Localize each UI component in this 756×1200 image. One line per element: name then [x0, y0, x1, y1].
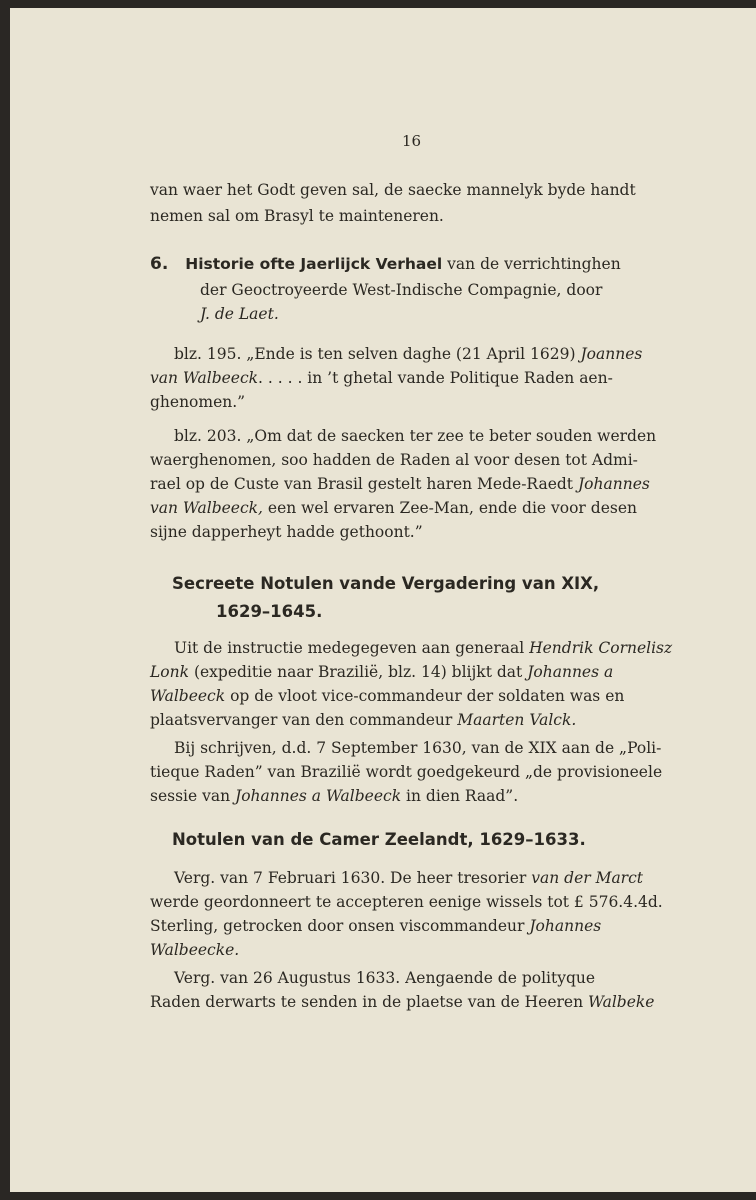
- uit-name-3: Walbeeck: [150, 687, 226, 705]
- uit-name-4: Maarten Valck.: [457, 711, 577, 729]
- p195-name: Joannes: [580, 345, 643, 363]
- uit-line-3: [150, 686, 624, 706]
- p203-line-4: [150, 498, 637, 518]
- verg2-line-2: [150, 992, 654, 1012]
- uit-text-3: op de vloot vice-commandeur der soldaten was en: [230, 687, 625, 705]
- p203-text-3: rael op de Custe van Brasil gestelt haren Mede-Raedt: [150, 475, 574, 493]
- section-number: 6.: [150, 254, 169, 274]
- p203-line-1: blz. 203. „Om dat de saecken ter zee te beter souden werden: [174, 427, 657, 445]
- intro-line-1: van waer het Godt geven sal, de saecke mannelyk byde handt: [150, 181, 636, 199]
- p203-line-2: waerghenomen, soo hadden de Raden al voor desen tot Admi-: [150, 451, 638, 469]
- verg1-text-1: Verg. van 7 Februari 1630. De heer tresorier: [174, 869, 527, 887]
- uit-name-2: Lonk: [150, 663, 189, 681]
- verg1-text-3: Sterling, getrocken door onsen viscommandeur: [150, 917, 525, 935]
- verg1-name-1: van der Marct: [531, 869, 644, 887]
- secreete-heading-2: 1629–1645.: [216, 602, 323, 621]
- intro-line-2: nemen sal om Brasyl te mainteneren.: [150, 207, 444, 225]
- zeelandt-heading: Notulen van de Camer Zeelandt, 1629–1633.: [172, 830, 586, 849]
- p195-line-2: [150, 368, 613, 388]
- uit-text-4: plaatsvervanger van den commandeur: [150, 711, 453, 729]
- p203-line-3: [150, 474, 650, 494]
- author: J. de Laet.: [200, 305, 279, 323]
- bij-line-2: tieque Raden” van Brazilië wordt goedgekeurd „de provisioneele: [150, 763, 663, 781]
- p203-line-5: sijne dapperheyt hadde gethoont.”: [150, 523, 423, 541]
- verg1-name-3: Johannes: [529, 917, 602, 935]
- verg2-line-1: Verg. van 26 Augustus 1633. Aengaende de polityque: [174, 969, 596, 987]
- p195-text-2: . . . . . in ’t ghetal vande Politique Raden aen-: [258, 369, 613, 387]
- p195-line-3: ghenomen.”: [150, 393, 246, 411]
- p195-text: blz. 195. „Ende is ten selven daghe (21 April 1629): [174, 345, 576, 363]
- p203-text-4: een wel ervaren Zee-Man, ende die voor desen: [267, 499, 637, 517]
- bij-name-3: Johannes a Walbeeck: [235, 787, 402, 805]
- uit-name-1: Hendrik Cornelisz: [529, 639, 673, 657]
- uit-line-4: [150, 710, 576, 730]
- page-number: 16: [402, 132, 422, 150]
- verg1-line-3: [150, 916, 601, 936]
- uit-line-1: [174, 638, 672, 658]
- verg1-line-1: [174, 868, 643, 888]
- p195-name-2: van Walbeeck: [150, 369, 259, 387]
- bij-line-3: [150, 786, 518, 806]
- section-6-line-2: der Geoctroyeerde West-Indische Compagnie, door: [200, 281, 603, 299]
- bij-text-3b: in dien Raad”.: [406, 787, 519, 805]
- p195-line-1: [174, 344, 642, 364]
- verg2-text-2: Raden derwarts te senden in de plaetse van de Heeren: [150, 993, 584, 1011]
- verg1-line-4: [150, 940, 239, 960]
- section-title: Historie ofte Jaerlijck Verhael: [185, 255, 443, 273]
- verg1-line-2: werde geordonneert te accepteren eenige wissels tot £ 576.4.4d.: [150, 893, 663, 911]
- uit-name-2b: Johannes a: [527, 663, 614, 681]
- uit-text-1: Uit de instructie medegegeven aan generaal: [174, 639, 525, 657]
- section-6-author-line: [200, 304, 279, 324]
- verg2-name-2: Walbeke: [588, 993, 655, 1011]
- p203-name-3: Johannes: [577, 475, 650, 493]
- verg1-name-4: Walbeecke.: [150, 941, 240, 959]
- secreete-heading-1: Secreete Notulen vande Vergadering van XIX,: [172, 574, 600, 593]
- bij-line-1: Bij schrijven, d.d. 7 September 1630, van de XIX aan de „Poli-: [174, 739, 662, 757]
- section-6-heading: [150, 254, 621, 274]
- document-page: [10, 8, 756, 1192]
- section-title-rest: van de verrichtinghen: [447, 255, 621, 273]
- bij-text-3: sessie van: [150, 787, 231, 805]
- p203-name-4: van Walbeeck,: [150, 499, 263, 517]
- uit-text-2: (expeditie naar Brazilië, blz. 14) blijkt dat: [193, 663, 523, 681]
- uit-line-2: [150, 662, 613, 682]
